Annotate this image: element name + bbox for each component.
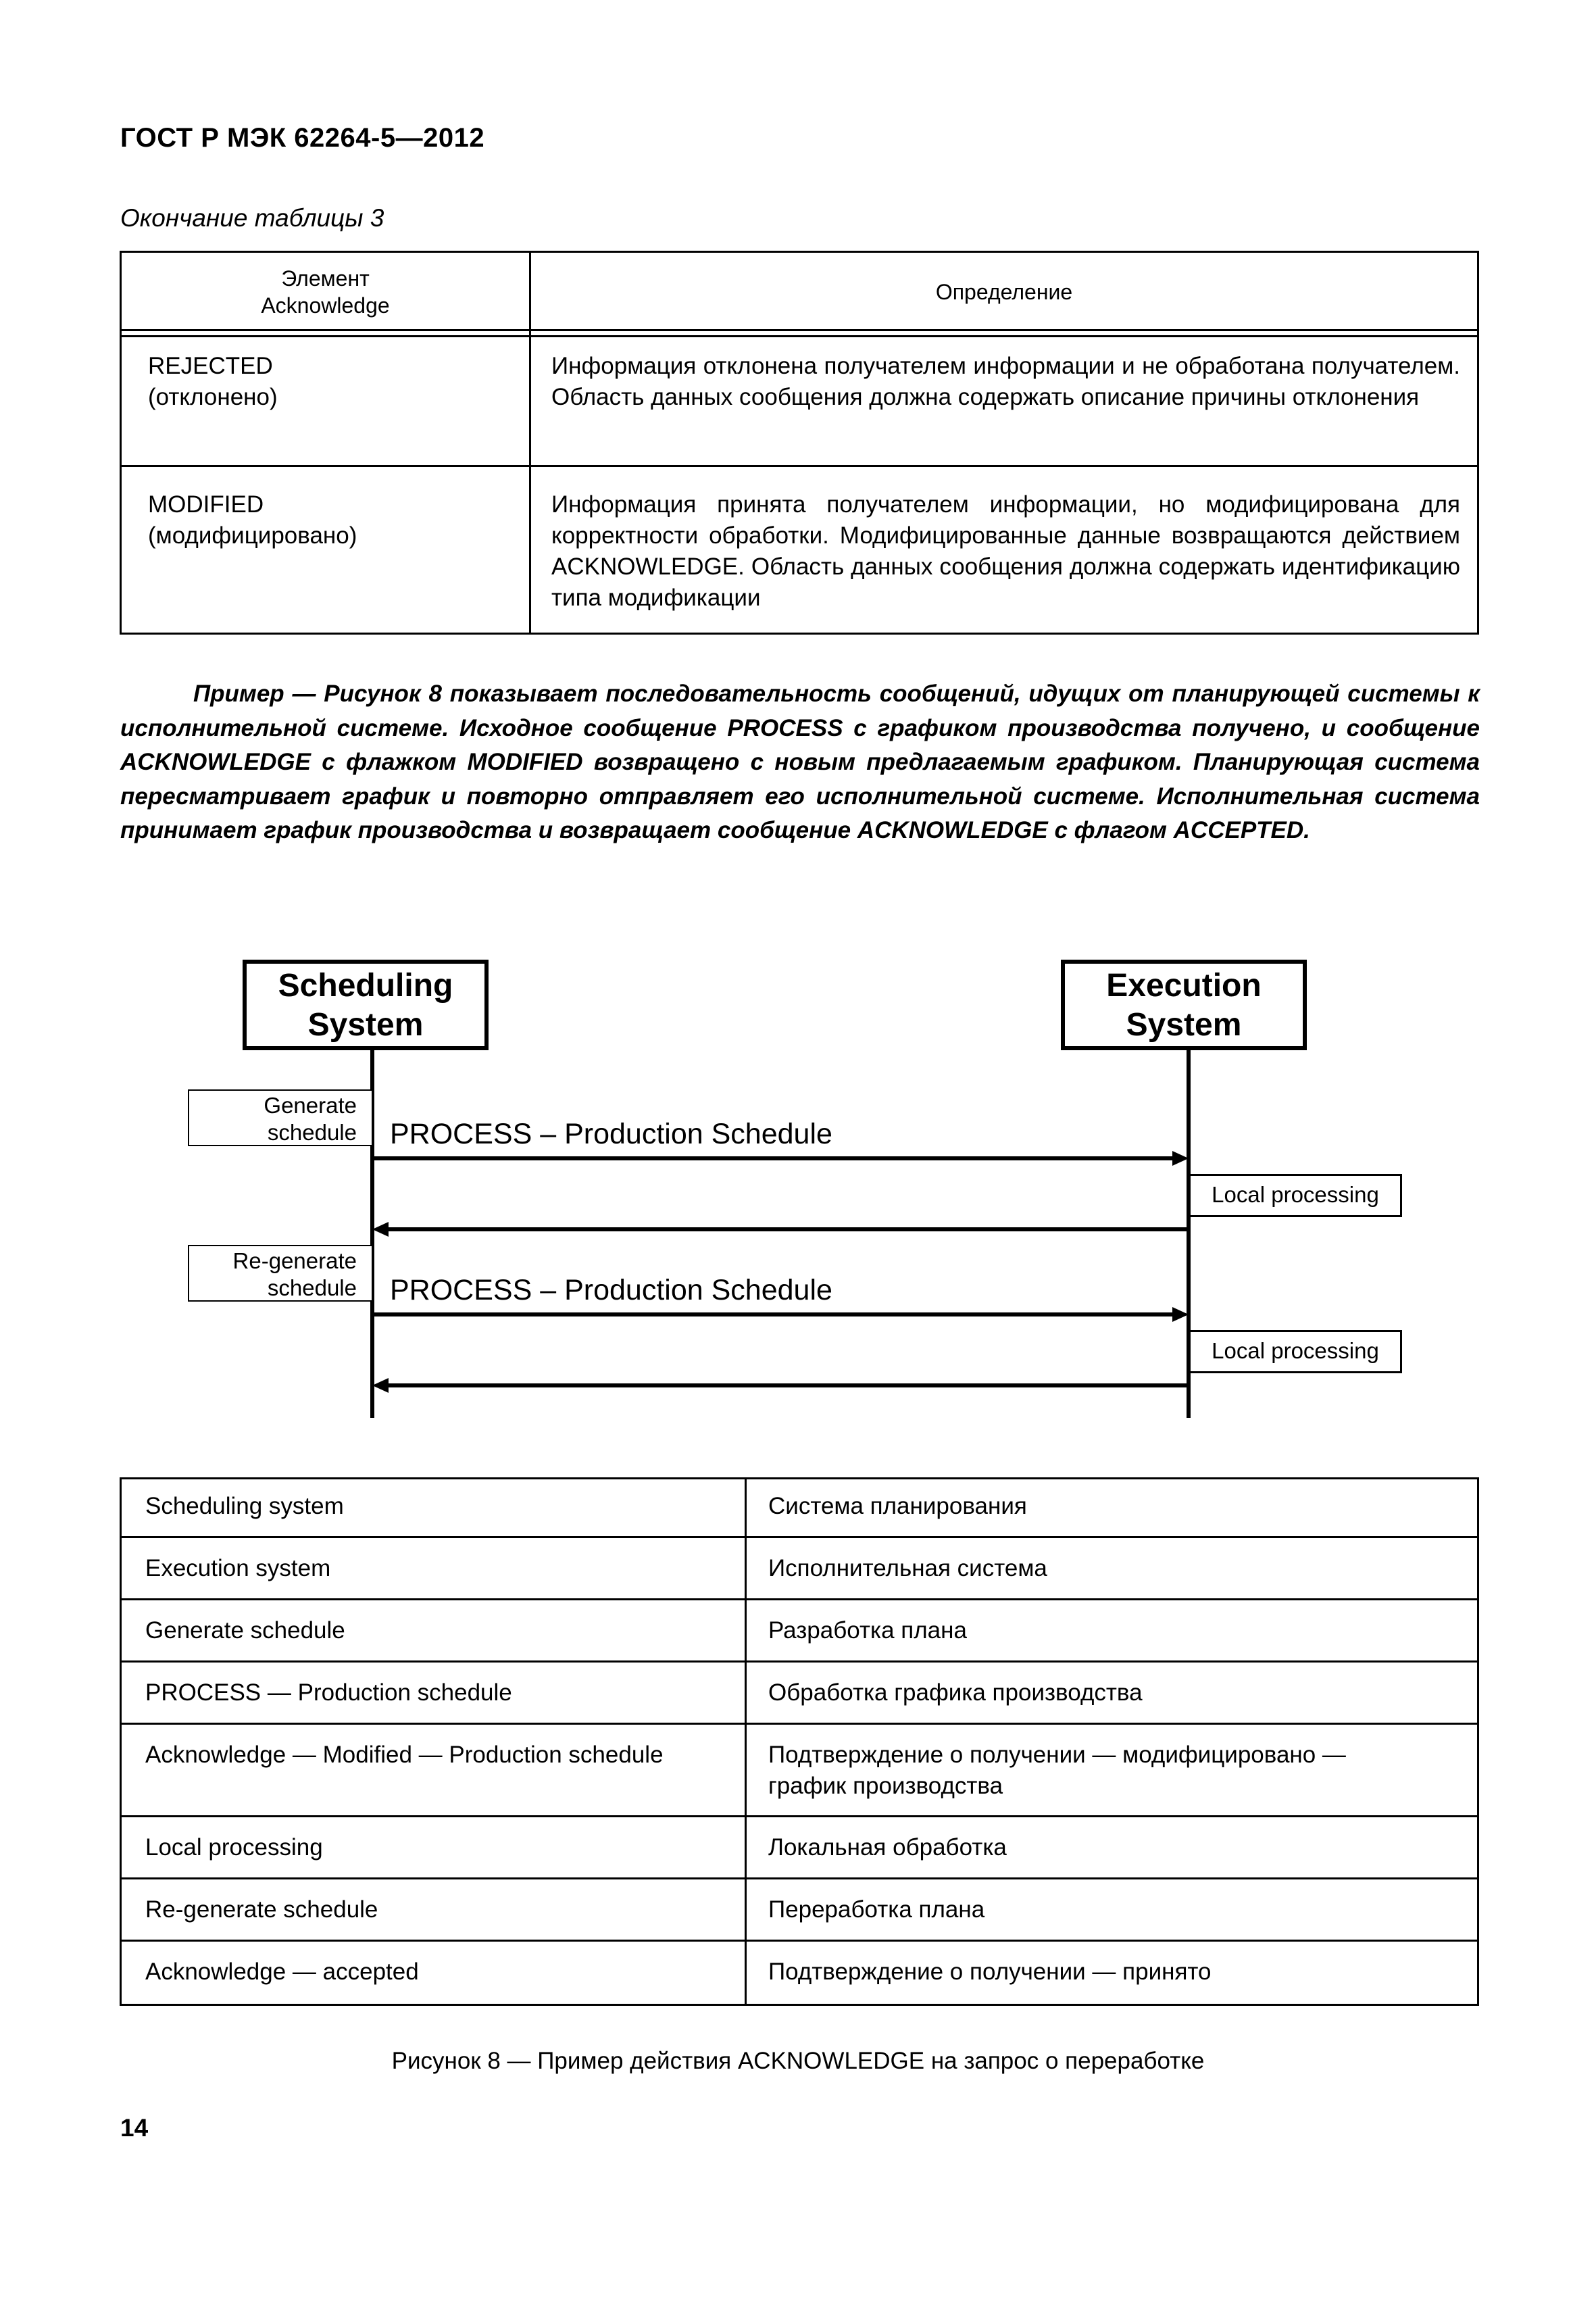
- box-label: schedule: [267, 1120, 357, 1145]
- local-processing-box: Local processing: [1189, 1174, 1402, 1217]
- column-divider: [745, 1479, 747, 2004]
- term-russian: Исполнительная система: [768, 1555, 1047, 1581]
- local-processing-box: Local processing: [1189, 1330, 1402, 1373]
- term-russian-line: график производства: [768, 1773, 1003, 1799]
- arrow-ack-modified: [372, 1222, 1189, 1237]
- element-name: MODIFIED: [148, 491, 264, 518]
- box-label: System: [1126, 1007, 1242, 1043]
- box-label: Scheduling: [278, 968, 453, 1004]
- header-line: Элемент: [281, 266, 370, 291]
- table-caption: Окончание таблицы 3: [120, 204, 384, 232]
- page-number: 14: [120, 2114, 149, 2142]
- term-russian: Локальная обработка: [768, 1834, 1007, 1861]
- column-header-definition: Определение: [935, 280, 1073, 304]
- row-divider: [122, 1536, 1477, 1538]
- example-paragraph: Пример — Рисунок 8 показывает последовательность сообщений, идущих от планирующей системы к исполнительной системе. Исходное сообщение PROCESS с графиком производства получено, и сообщение ACKNOWLEDGE с флажком MODIFIED возвращено с новым предлагаемым графиком. Планирующая система пересматривает график и повторно отправляет его исполнительной системе. Исполнительная система принимает график производства и возвращает сообщение ACKNOWLEDGE с флагом ACCEPTED.: [120, 681, 1480, 843]
- box-label: Generate: [264, 1093, 357, 1118]
- term-russian: Переработка плана: [768, 1896, 985, 1923]
- term-russian: Система планирования: [768, 1493, 1027, 1519]
- box-label: Execution: [1106, 968, 1262, 1004]
- table-row-definition: Информация отклонена получателем информации и не обработана получателем. Область данных сообщения должна содержать описание причины отклонения: [551, 353, 1460, 410]
- message-label: PROCESS – Production Schedule: [390, 1274, 832, 1306]
- row-divider: [122, 1815, 1477, 1817]
- box-label: schedule: [267, 1275, 357, 1300]
- term-english: Re-generate schedule: [145, 1896, 378, 1923]
- term-english: Execution system: [145, 1555, 331, 1581]
- term-russian: Разработка плана: [768, 1617, 967, 1644]
- element-translation: (модифицировано): [148, 522, 357, 549]
- element-translation: (отклонено): [148, 384, 278, 410]
- row-divider: [122, 1598, 1477, 1600]
- regenerate-schedule-box: [188, 1245, 373, 1302]
- term-english: Acknowledge — accepted: [145, 1959, 419, 1985]
- arrow-ack-accepted: [372, 1378, 1189, 1393]
- term-english: Local processing: [145, 1834, 323, 1861]
- box-label: System: [307, 1007, 424, 1043]
- generate-schedule-box: [188, 1089, 373, 1146]
- row-divider: [122, 1877, 1477, 1879]
- header-line: Acknowledge: [261, 293, 390, 318]
- term-english: Scheduling system: [145, 1493, 344, 1519]
- term-russian-line: Подтверждение о получении — модифицировано —: [768, 1742, 1346, 1768]
- term-english: Generate schedule: [145, 1617, 345, 1644]
- row-divider: [122, 1660, 1477, 1663]
- row-divider: [122, 1723, 1477, 1725]
- term-russian: Подтверждение о получении — принято: [768, 1959, 1212, 1985]
- table-row-definition: Информация принята получателем информации, но модифицирована для корректности обработки. Модифицированные данные возвращаются действием ACKNOWLEDGE. Область данных сообщения должна содержать идентификацию типа модификации: [551, 491, 1460, 611]
- term-english: Acknowledge — Modified — Production schedule: [145, 1742, 664, 1768]
- box-label: Re-generate: [232, 1248, 357, 1273]
- translation-table: [120, 1477, 1479, 2006]
- document-header: ГОСТ Р МЭК 62264-5—2012: [120, 123, 485, 153]
- element-name: REJECTED: [148, 353, 273, 379]
- arrow-process-2: [372, 1307, 1189, 1322]
- term-russian: [768, 1740, 1346, 1802]
- figure-caption: Рисунок 8 — Пример действия ACKNOWLEDGE на запрос о переработке: [391, 2048, 1205, 2074]
- scheduling-system-box: [243, 960, 489, 1050]
- term-english: PROCESS — Production schedule: [145, 1679, 512, 1706]
- row-divider: [122, 1940, 1477, 1942]
- arrow-process-1: [372, 1151, 1189, 1166]
- term-russian: Обработка графика производства: [768, 1679, 1143, 1706]
- message-label: PROCESS – Production Schedule: [390, 1118, 832, 1150]
- execution-system-box: [1061, 960, 1307, 1050]
